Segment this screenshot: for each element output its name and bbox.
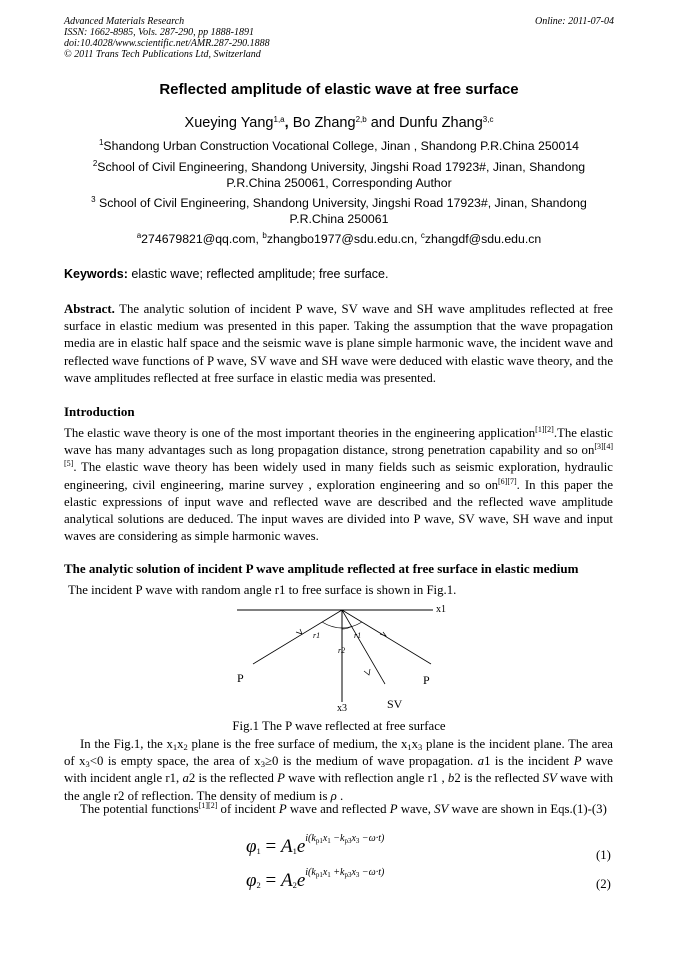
email-link[interactable]: zhangdf@sdu.edu.cn xyxy=(424,232,542,246)
affiliation-sup: 2 xyxy=(92,159,98,168)
affiliation-sup: 3 xyxy=(91,195,96,204)
exp-base: e xyxy=(296,836,306,857)
subscript: 1 xyxy=(292,846,297,856)
issn-line: ISSN: 1662-8985, Vols. 287-290, pp 1888-1891 xyxy=(64,27,254,38)
italic-symbol: b xyxy=(447,771,455,786)
email-link[interactable]: zhangbo1977@sdu.edu.cn, xyxy=(266,232,421,246)
italic-symbol: P xyxy=(389,802,398,816)
intro-paragraph xyxy=(64,425,613,545)
label-p-incident: P xyxy=(237,671,244,685)
figure-caption: Fig.1 The P wave reflected at free surface xyxy=(232,719,446,733)
affiliation-3 xyxy=(70,195,608,227)
amplitude-symbol: A xyxy=(280,870,293,891)
body-text: <0 is empty space, the area of x xyxy=(89,754,261,769)
body-text: In the Fig.1, the x xyxy=(80,737,173,751)
exponent-text: x xyxy=(322,833,328,844)
intro-text: . The elastic wave theory has been widely used in many fields such as seismic exploration, hydraulic engineering, civil engineering, marine survey , exploration engineering and so on xyxy=(64,460,613,492)
affiliation-text: School of Civil Engineering, Shandong University, Jingshi Road 17923#, Jinan, Shandong P.R.China 250061 xyxy=(95,196,587,226)
intro-text: . In this paper the elastic expressions of input wave and reflected wave are described and the reflected wave amplitude analytical solutions are deduced. The input waves are divided into P wave, SV wave, SH wave and input waves are considering as simple harmonic waves. xyxy=(64,477,614,544)
affiliation-sup: 1 xyxy=(98,138,104,147)
arrow-icon xyxy=(364,669,370,675)
copyright-line: © 2011 Trans Tech Publications Ltd, Switzerland xyxy=(64,49,261,60)
subscript: 3 xyxy=(260,759,265,770)
body-text: plane is the free surface of medium, the x xyxy=(187,737,408,751)
subscript: 2 xyxy=(183,742,188,752)
section-heading: The analytic solution of incident P wave amplitude reflected at free surface in elastic medium xyxy=(64,561,579,576)
author-name: Xueying Yang xyxy=(184,115,274,131)
abstract-label: Abstract. xyxy=(64,302,115,316)
subscript: 3 xyxy=(85,759,90,770)
paper-title: Reflected amplitude of elastic wave at free surface xyxy=(159,81,519,98)
label-r1: r1 xyxy=(313,631,321,640)
subscript: 3 xyxy=(355,837,360,845)
journal-name: Advanced Materials Research xyxy=(64,16,185,27)
exponent-text: x xyxy=(351,833,356,844)
rho-symbol: ρ xyxy=(330,788,337,803)
body-text: wave with reflection angle r1 , xyxy=(284,771,448,786)
italic-symbol: SV xyxy=(542,771,557,786)
subscript: p1 xyxy=(315,871,323,879)
subscript: 1 xyxy=(256,846,261,856)
exponent xyxy=(305,833,384,844)
subscript: 2 xyxy=(256,880,261,890)
citation: [6][7] xyxy=(498,476,517,486)
subscript: 3 xyxy=(418,742,423,752)
body-text: 2 is the reflected xyxy=(188,771,278,786)
subscript: 1 xyxy=(407,742,412,752)
body-text: x xyxy=(411,737,419,751)
italic-symbol: P xyxy=(573,754,582,769)
abstract xyxy=(64,301,613,387)
amplitude-symbol: A xyxy=(280,836,293,857)
email-line xyxy=(70,231,608,247)
intro-text: .The elastic wave has many advantages such as long propagation distance, strong penetration capability and so on xyxy=(64,426,613,458)
figure-intro: The incident P wave with random angle r1 to free surface is shown in Fig.1. xyxy=(68,583,457,597)
italic-symbol: a xyxy=(477,754,485,769)
arrow-icon xyxy=(380,632,386,636)
reflected-sv-ray xyxy=(342,610,385,684)
intro-text: The elastic wave theory is one of the most important theories in the engineering application xyxy=(64,426,536,440)
incident-p-ray xyxy=(253,610,342,664)
label-sv: SV xyxy=(387,697,403,711)
body-paragraph xyxy=(64,736,613,805)
exponent-text: −ω·t) xyxy=(359,867,385,878)
author-sup: 3,c xyxy=(482,115,494,124)
subscript: p3 xyxy=(344,837,352,845)
affiliation-text: Shandong Urban Construction Vocational College, Jinan , Shandong P.R.China 250014 xyxy=(103,139,580,153)
phi-symbol: φ xyxy=(246,836,257,857)
exponent-text: x xyxy=(322,867,328,878)
italic-symbol: P xyxy=(277,771,285,786)
body-text: 2 is the reflected xyxy=(454,771,543,786)
wave-figure xyxy=(230,598,450,716)
italic-symbol: SV xyxy=(434,802,449,816)
subscript: 1 xyxy=(327,837,331,845)
body-text: ≥0 is the medium of wave propagation. xyxy=(264,754,478,769)
exponent-text: i(k xyxy=(305,867,316,878)
subscript: 3 xyxy=(355,871,360,879)
equation-number: (2) xyxy=(596,877,611,891)
author-list: Xueying Yang$^{1,a}$, Bo Zhang$^{2,b}$ and Dunfu Zhang$^{3,c}$ xyxy=(184,115,494,131)
email-sup: b xyxy=(262,231,267,240)
citation: [3][4][5] xyxy=(64,442,613,469)
author-name: Bo Zhang xyxy=(292,115,356,131)
subscript: p1 xyxy=(315,837,323,845)
body-text: wave with the angle r2 of reflection. The density of medium is xyxy=(64,771,614,803)
label-r1: r1 xyxy=(354,631,362,640)
body-text: plane is the incident plane. The area of x xyxy=(64,737,613,769)
equation-2 xyxy=(246,867,385,892)
abstract-text: The analytic solution of incident P wave, SV wave and SH wave amplitudes reflected at free surface in elastic medium was presented in this paper. Taking the assumption that the wave propagation media are in elastic half space and the seismic wave is plane simple harmonic wave, the incident wave and reflected wave functions of P wave, SV wave and SH wave were deduced with elastic wave theory, and the wave amplitudes reflected at free surface in elastic media was presented. xyxy=(64,302,613,385)
exp-base: e xyxy=(296,870,306,891)
equation-1 xyxy=(246,833,385,858)
exponent-text: i(k xyxy=(305,833,316,844)
exponent-text: −k xyxy=(330,833,345,844)
citation: [1][2] xyxy=(535,425,554,434)
author-name: Dunfu Zhang xyxy=(398,115,483,131)
affiliation-text: School of Civil Engineering, Shandong University, Jingshi Road 17923#, Jinan, Shandong P.R.China 250061, Corresponding Author xyxy=(97,160,586,190)
affiliation-2 xyxy=(70,159,608,191)
author-sup: 2,b xyxy=(355,115,367,124)
potential-paragraph xyxy=(64,801,613,818)
exponent xyxy=(305,867,384,878)
label-r2: r2 xyxy=(338,646,346,655)
body-text: wave and reflected xyxy=(286,802,390,816)
email-link[interactable]: 274679821@qq.com, xyxy=(141,232,263,246)
intro-heading: Introduction xyxy=(64,404,135,419)
body-text: wave, xyxy=(397,802,435,816)
body-text: wave with incident angle r1, xyxy=(64,754,613,786)
exponent-text: +k xyxy=(330,867,345,878)
exponent-text: −ω·t) xyxy=(359,833,385,844)
arrow-icon xyxy=(296,629,302,634)
subscript: 1 xyxy=(327,871,331,879)
italic-symbol: P xyxy=(278,802,287,816)
equals-sign: = xyxy=(260,836,281,857)
email-sup: c xyxy=(420,231,425,240)
author-sup: 1,a xyxy=(273,115,285,124)
citation: [1][2] xyxy=(198,801,218,810)
keywords xyxy=(64,267,388,281)
subscript: 1 xyxy=(172,742,178,752)
body-text: . xyxy=(336,788,344,803)
body-text: 1 is the incident xyxy=(484,754,574,769)
equation-number: (1) xyxy=(596,848,611,862)
doi-line: doi:10.4028/www.scientific.net/AMR.287-290.1888 xyxy=(64,38,270,49)
phi-symbol: φ xyxy=(246,870,257,891)
subscript: 2 xyxy=(292,880,297,890)
exponent-text: x xyxy=(351,867,356,878)
label-x1: x1 xyxy=(436,604,446,615)
label-p-reflected: P xyxy=(423,673,430,687)
subscript: p3 xyxy=(344,871,352,879)
body-text: of incident xyxy=(217,802,279,816)
body-text: The potential functions xyxy=(80,802,199,816)
online-date: Online: 2011-07-04 xyxy=(535,16,614,27)
italic-symbol: a xyxy=(182,771,189,786)
email-sup: a xyxy=(136,231,142,240)
body-text: wave are shown in Eqs.(1)-(3) xyxy=(448,802,607,816)
body-text: x xyxy=(177,737,184,751)
keywords-text: elastic wave; reflected amplitude; free surface. xyxy=(127,267,389,281)
equals-sign: = xyxy=(260,870,281,891)
label-x3: x3 xyxy=(337,703,347,714)
keywords-label: Keywords: xyxy=(64,267,128,281)
affiliation-1 xyxy=(70,138,608,154)
